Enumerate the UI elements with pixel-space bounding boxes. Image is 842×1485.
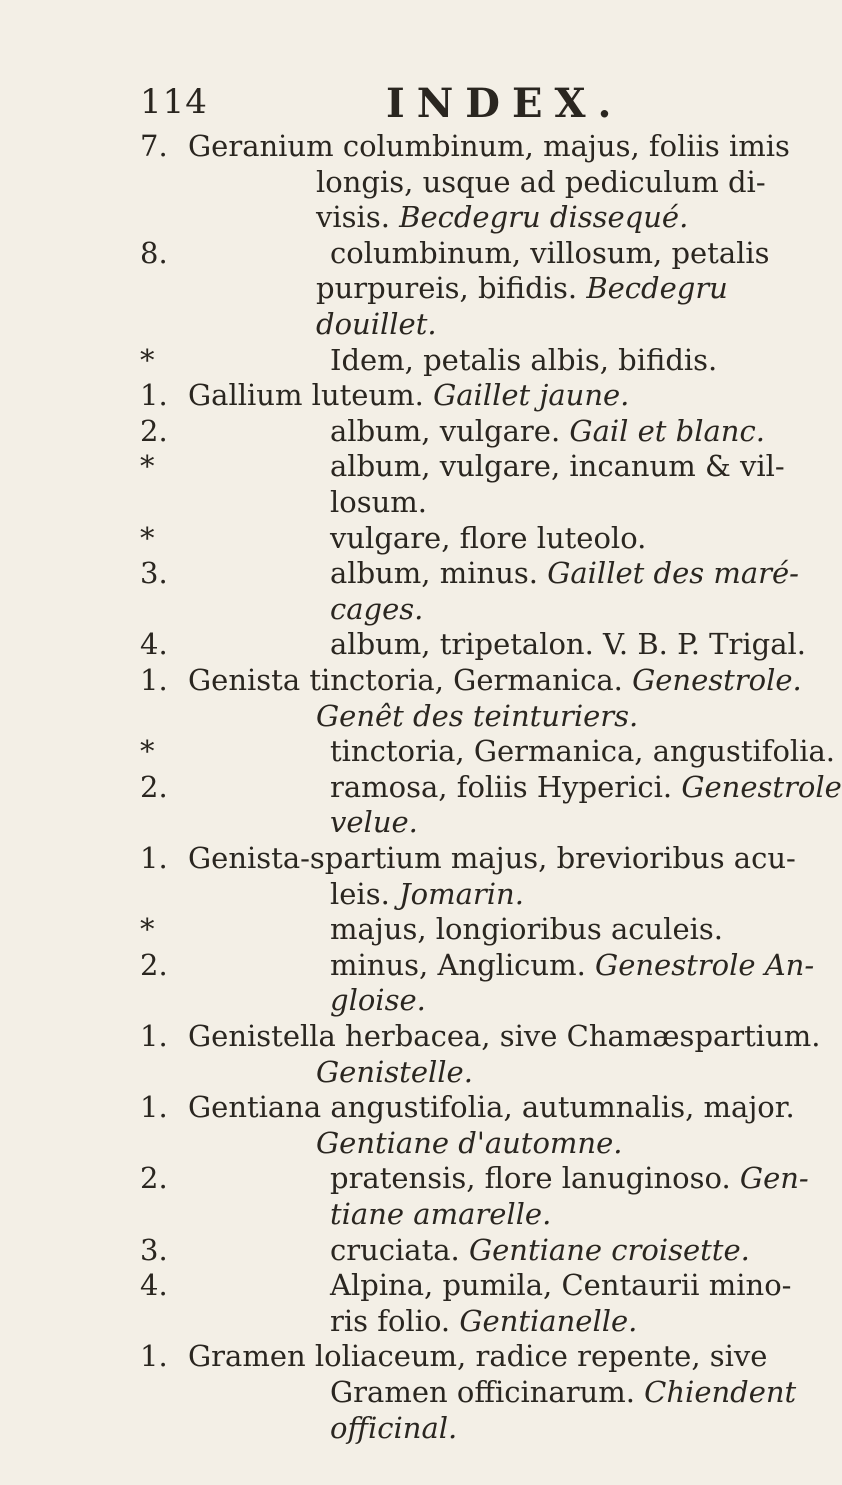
latin-name: album, vulgare, incanum & vil- xyxy=(330,449,785,484)
vernacular-name: Chiendent xyxy=(644,1375,797,1409)
vernacular-name: Becdegru dissequé. xyxy=(399,200,689,235)
entry-text xyxy=(188,1087,795,1127)
index-line xyxy=(0,268,800,308)
entry-text xyxy=(316,197,688,237)
entry-number: 8. xyxy=(140,235,168,270)
entry-text xyxy=(316,1052,473,1092)
vernacular-name: tiane amarelle. xyxy=(330,1197,552,1231)
latin-name: visis. xyxy=(316,200,400,235)
index-line xyxy=(0,233,800,273)
entry-text xyxy=(316,1123,622,1163)
running-title: INDEX. xyxy=(386,80,624,127)
entry-text xyxy=(188,1016,820,1056)
index-line xyxy=(0,482,800,522)
vernacular-name: Jomarin. xyxy=(399,876,524,911)
entry-text xyxy=(330,1194,551,1234)
entry-text xyxy=(330,1408,457,1448)
entry-text xyxy=(330,446,785,486)
variety-asterisk: * xyxy=(140,734,155,769)
page-number: 114 xyxy=(140,82,208,122)
latin-name: tinctoria, Germanica, angustifolia. xyxy=(330,734,835,769)
vernacular-name: Gail et blanc. xyxy=(569,413,765,448)
entry-text xyxy=(330,624,806,664)
index-line xyxy=(0,1123,800,1163)
index-line xyxy=(0,1016,821,1056)
index-line xyxy=(0,874,800,914)
latin-name: vulgare, flore luteolo. xyxy=(330,520,647,555)
latin-name: Genistella herbacea, sive Chamæspartium. xyxy=(188,1019,821,1053)
latin-name: purpureis, bifidis. xyxy=(316,271,587,306)
entry-text xyxy=(330,802,418,842)
vernacular-name: gloise. xyxy=(330,983,426,1018)
entry-number: 3. xyxy=(140,1232,168,1267)
latin-name: pratensis, flore lanuginoso. xyxy=(330,1161,740,1196)
latin-name: album, vulgare. xyxy=(330,413,570,448)
index-line xyxy=(0,838,800,878)
latin-name: Idem, petalis albis, bifidis. xyxy=(330,342,718,377)
index-line xyxy=(0,624,807,664)
latin-name: Gramen officinarum. xyxy=(330,1375,645,1409)
vernacular-name: Gentianelle. xyxy=(459,1303,638,1338)
entry-number: 1. xyxy=(140,1090,168,1125)
index-line xyxy=(0,1336,800,1376)
vernacular-name: Gentiane croisette. xyxy=(468,1232,750,1267)
index-line xyxy=(0,767,842,807)
latin-name: cruciata. xyxy=(330,1232,469,1267)
entry-number: 1. xyxy=(140,841,168,875)
vernacular-name: Gaillet des maré- xyxy=(547,556,799,591)
entry-number: 3. xyxy=(140,556,168,591)
variety-asterisk: * xyxy=(140,912,155,947)
entry-text xyxy=(330,553,799,593)
latin-name: ris folio. xyxy=(330,1303,460,1338)
entry-number: 1. xyxy=(140,663,168,697)
index-line xyxy=(0,980,800,1020)
index-line xyxy=(0,1158,809,1198)
entry-text xyxy=(188,126,790,166)
entry-text xyxy=(188,1336,767,1376)
entry-text xyxy=(316,304,437,344)
latin-name: Geranium columbinum, majus, foliis imis xyxy=(188,129,790,163)
entry-number: 1. xyxy=(140,378,168,413)
latin-name: majus, longioribus aculeis. xyxy=(330,912,723,947)
variety-asterisk: * xyxy=(140,342,155,377)
index-line xyxy=(0,589,800,629)
entry-text xyxy=(330,340,717,380)
index-line xyxy=(0,909,800,949)
entry-text xyxy=(330,233,770,273)
entry-number: 2. xyxy=(140,769,168,804)
vernacular-name: douillet. xyxy=(316,307,437,341)
index-line xyxy=(0,1230,800,1270)
entry-text xyxy=(330,1158,809,1198)
index-line xyxy=(0,375,800,415)
vernacular-name: Gentiane d'automne. xyxy=(316,1125,623,1160)
entry-text xyxy=(330,518,646,558)
entry-text xyxy=(330,1230,750,1270)
entry-text xyxy=(188,375,629,415)
index-line xyxy=(0,553,800,593)
latin-name: Alpina, pumila, Centaurii mino- xyxy=(330,1268,792,1303)
entry-text xyxy=(330,411,765,451)
vernacular-name: cages. xyxy=(330,591,424,626)
entry-number: 4. xyxy=(140,627,168,662)
entry-text xyxy=(316,696,638,736)
vernacular-name: Genestrole An- xyxy=(595,947,815,982)
index-line xyxy=(0,197,800,237)
latin-name: columbinum, villosum, petalis xyxy=(330,235,770,270)
index-line xyxy=(0,1301,800,1341)
latin-name: losum. xyxy=(330,485,428,519)
vernacular-name: Genestrole. xyxy=(632,663,802,697)
latin-name: album, minus. xyxy=(330,556,548,591)
entry-text xyxy=(330,1265,791,1305)
index-line xyxy=(0,304,800,344)
vernacular-name: Becdegru xyxy=(586,271,728,306)
latin-name: Genista-spartium majus, brevioribus acu- xyxy=(188,841,796,875)
page-header xyxy=(140,82,780,130)
index-line xyxy=(0,731,835,771)
index-line xyxy=(0,1372,800,1412)
index-line xyxy=(0,945,815,985)
vernacular-name: Gaillet jaune. xyxy=(433,378,630,413)
index-line xyxy=(0,411,800,451)
vernacular-name: Genêt des teinturiers. xyxy=(316,698,639,733)
entry-text xyxy=(330,482,427,522)
entry-number: 2. xyxy=(140,947,168,982)
vernacular-name: officinal. xyxy=(330,1410,458,1445)
latin-name: Gentiana angustifolia, autumnalis, major. xyxy=(188,1090,795,1125)
index-line xyxy=(0,802,800,842)
index-line xyxy=(0,660,800,700)
entry-text xyxy=(330,767,842,807)
latin-name: Genista tinctoria, Germanica. xyxy=(188,663,633,697)
entry-text xyxy=(330,1372,796,1412)
entry-number: 4. xyxy=(140,1268,168,1303)
latin-name: album, tripetalon. V. B. P. Trigal. xyxy=(330,627,807,662)
entry-text xyxy=(316,268,728,308)
index-line xyxy=(0,696,800,736)
vernacular-name: velue. xyxy=(330,805,418,840)
index-line xyxy=(0,126,800,166)
entry-text xyxy=(330,874,524,914)
entry-number: 2. xyxy=(140,1161,168,1196)
entry-number: 7. xyxy=(140,129,168,163)
latin-name: Gallium luteum. xyxy=(188,378,434,413)
vernacular-name: Gen- xyxy=(739,1161,809,1196)
entry-text xyxy=(330,980,426,1020)
vernacular-name: Genistelle. xyxy=(316,1054,473,1089)
entry-number: 1. xyxy=(140,1019,168,1053)
latin-name: minus, Anglicum. xyxy=(330,947,596,982)
entry-text xyxy=(188,660,802,700)
index-line xyxy=(0,518,800,558)
entry-text xyxy=(330,909,723,949)
entry-text xyxy=(330,589,423,629)
latin-name: ramosa, foliis Hyperici. xyxy=(330,769,682,804)
latin-name: longis, usque ad pediculum di- xyxy=(316,164,766,199)
index-line xyxy=(0,340,800,380)
variety-asterisk: * xyxy=(140,449,155,484)
entry-number: 1. xyxy=(140,1339,168,1374)
entry-text xyxy=(330,945,814,985)
entry-text xyxy=(330,731,835,771)
index-line xyxy=(0,1087,800,1127)
index-line xyxy=(0,1052,800,1092)
vernacular-name: Genestrole xyxy=(681,769,842,804)
index-line xyxy=(0,1265,800,1305)
latin-name: leis. xyxy=(330,876,400,911)
entry-text xyxy=(330,1301,637,1341)
index-line xyxy=(0,1408,800,1448)
index-line xyxy=(0,162,800,202)
index-line xyxy=(0,1194,800,1234)
entry-text xyxy=(316,162,766,202)
latin-name: Gramen loliaceum, radice repente, sive xyxy=(188,1339,768,1374)
index-line xyxy=(0,446,800,486)
entry-text xyxy=(188,838,796,878)
variety-asterisk: * xyxy=(140,520,155,555)
entry-number: 2. xyxy=(140,413,168,448)
